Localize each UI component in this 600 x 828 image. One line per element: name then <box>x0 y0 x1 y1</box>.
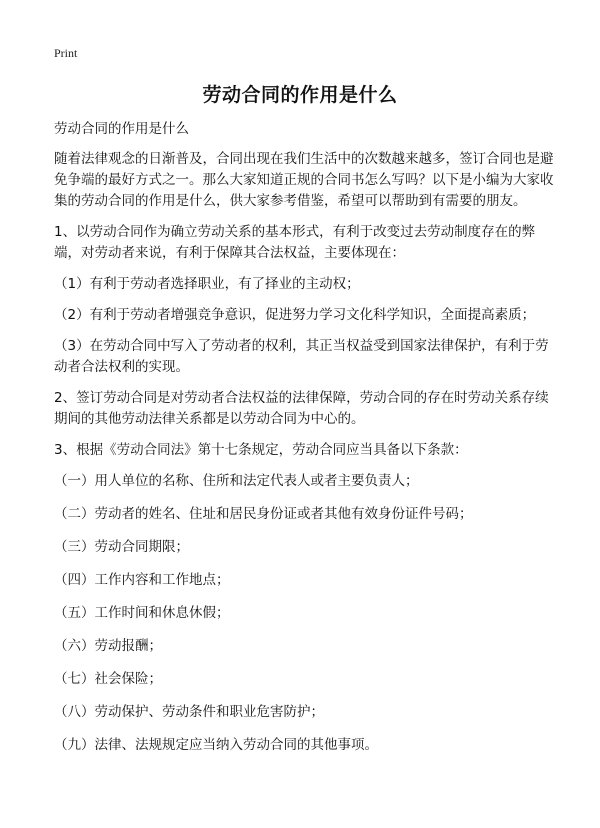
list-item: （三）劳动合同期限； <box>54 539 189 555</box>
page-title: 劳动合同的作用是什么 <box>202 84 398 106</box>
section-3-list <box>54 471 554 756</box>
list-item: （五）工作时间和休息休假； <box>54 605 230 621</box>
print-link[interactable]: Print <box>54 46 78 60</box>
list-item: （六）劳动报酬； <box>54 638 162 654</box>
list-item: （二）劳动者的姓名、住址和居民身份证或者其他有效身份证件号码； <box>54 506 473 522</box>
list-item: （一）用人单位的名称、住所和法定代表人或者主要负责人； <box>54 473 419 489</box>
intro-paragraph: 随着法律观念的日渐普及，合同出现在我们生活中的次数越来越多，签订合同也是避免争端的最好方式之一。那么大家知道正规的合同书怎么写吗？以下是小编为大家收集的劳动合同的作用是什么，供大家参考借鉴，希望可以帮助到有需要的朋友。 <box>54 151 554 209</box>
section-2-paragraph: 2、签订劳动合同是对劳动者合法权益的法律保障，劳动合同的存在时劳动关系存续期间的其他劳动法律关系都是以劳动合同为中心的。 <box>54 390 549 427</box>
section-1-item: （3）在劳动合同中写入了劳动者的权利，其正当权益受到国家法律保护，有利于劳动者合法权利的实现。 <box>54 338 549 375</box>
section-3-paragraph: 3、根据《劳动合同法》第十七条规定，劳动合同应当具备以下条款： <box>54 442 468 458</box>
list-item: （九）法律、法规规定应当纳入劳动合同的其他事项。 <box>54 737 378 753</box>
list-item: （七）社会保险； <box>54 671 162 687</box>
article-body <box>54 119 554 768</box>
section-1-item: （1）有利于劳动者选择职业，有了择业的主动权； <box>54 276 360 292</box>
list-item: （四）工作内容和工作地点； <box>54 572 230 588</box>
section-1-item: （2）有利于劳动者增强竞争意识，促进努力学习文化科学知识，全面提高素质； <box>54 307 536 323</box>
article-subtitle: 劳动合同的作用是什么 <box>54 121 189 137</box>
list-item: （八）劳动保护、劳动条件和职业危害防护； <box>54 704 324 720</box>
section-1-paragraph: 1、以劳动合同作为确立劳动关系的基本形式，有利于改变过去劳动制度存在的弊端，对劳动者来说，有利于保障其合法权益，主要体现在： <box>54 224 536 261</box>
